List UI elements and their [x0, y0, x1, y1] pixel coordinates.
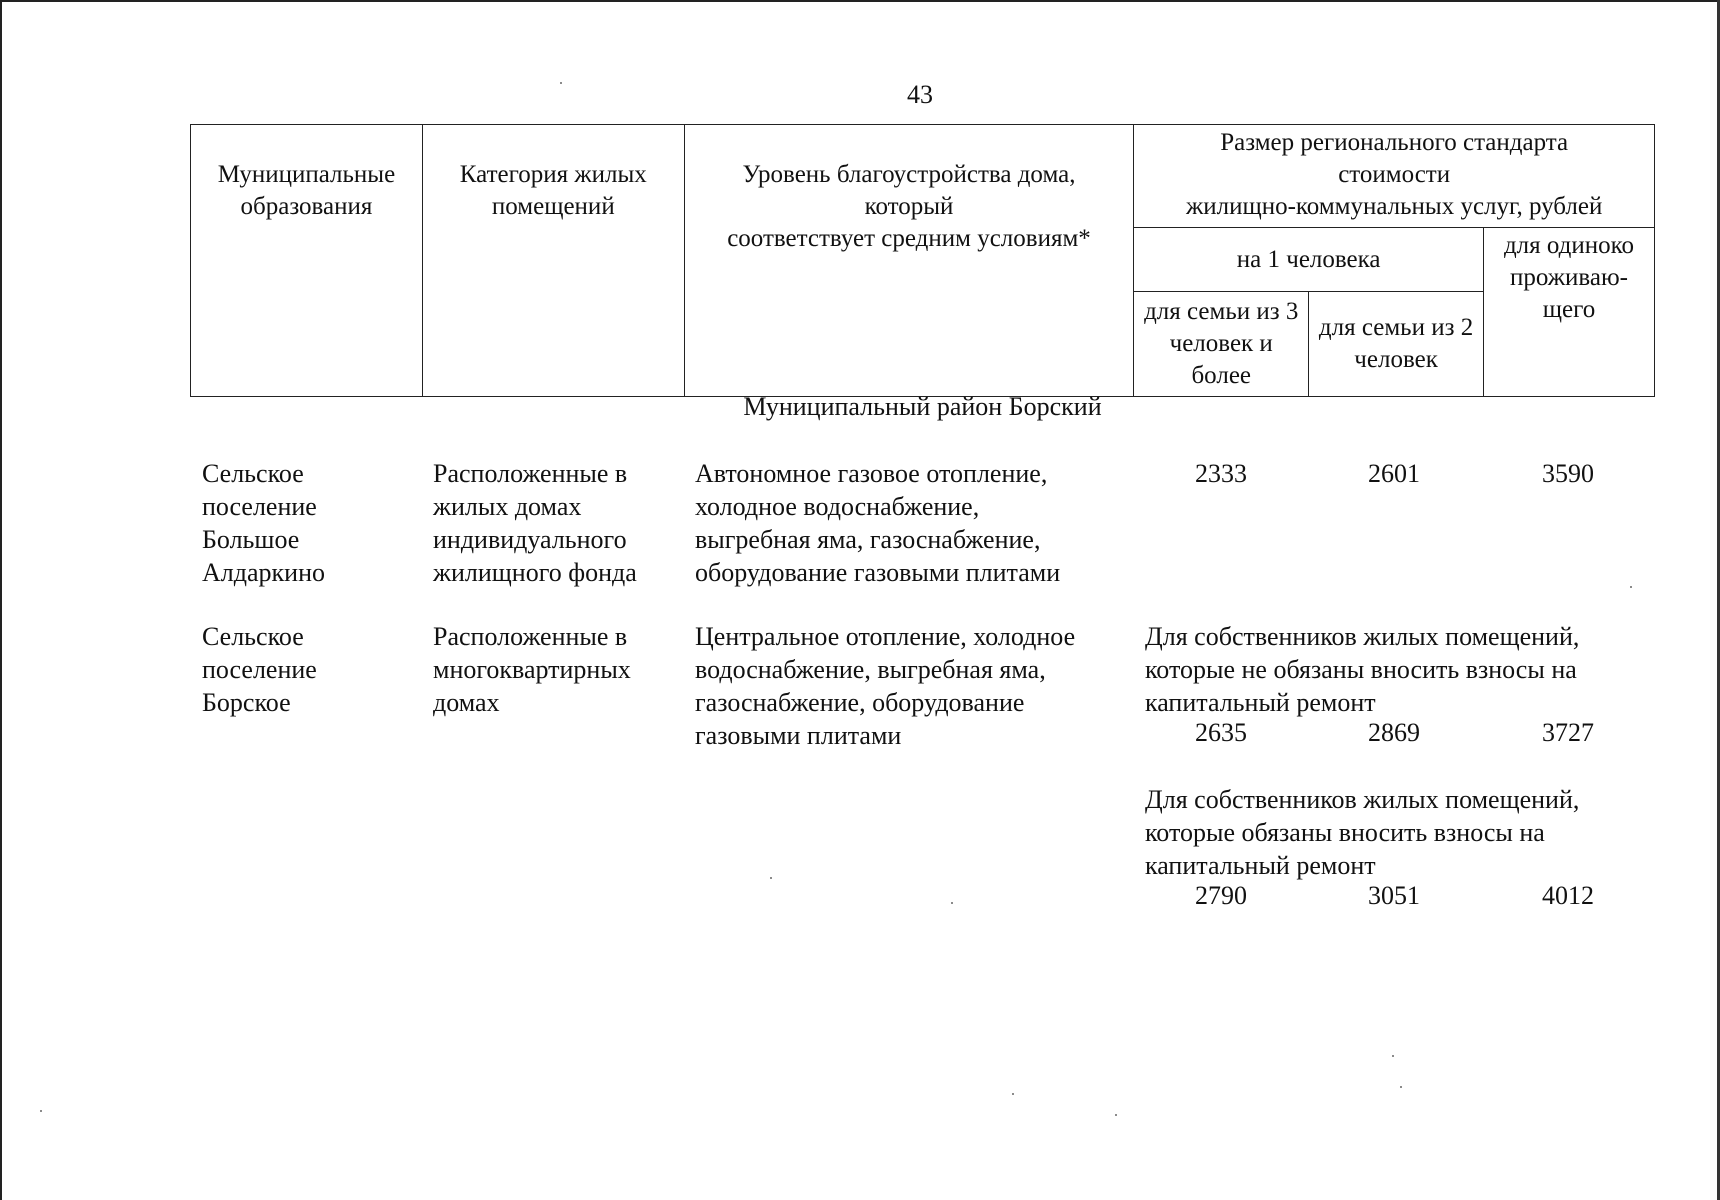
- scan-speck: [1400, 1086, 1402, 1088]
- row2-group2-note: Для собственников жилых помещений, которые обязаны вносить взносы на капитальный ремонт: [1145, 785, 1580, 880]
- row2-group1-family3: 2635: [1195, 718, 1247, 747]
- row2-group1-family2: 2869: [1368, 718, 1420, 747]
- header-category-label: Категория жилых помещений: [459, 161, 647, 220]
- header-single-label: для одиноко проживаю-щего: [1503, 232, 1635, 323]
- header-category: [422, 125, 684, 397]
- row2-level: Центральное отопление, холодное водоснабжение, выгребная яма, газоснабжение, оборудование газовыми плитами: [695, 622, 1076, 750]
- header-municipal-label: Муниципальные образования: [217, 161, 396, 220]
- scan-speck: [770, 877, 772, 879]
- header-level: [684, 125, 1134, 397]
- section-title: Муниципальный район Борский: [743, 392, 1102, 421]
- header-level-label-2: соответствует средним условиям*: [727, 225, 1091, 252]
- row2-group1-single: 3727: [1542, 718, 1594, 747]
- header-size: [1134, 125, 1655, 228]
- row2-municipality: Сельское поселение Борское: [202, 622, 317, 717]
- scan-border-left: [0, 0, 2, 1200]
- row2-group2-single: 4012: [1542, 881, 1594, 910]
- header-size-label-1: Размер регионального стандарта стоимости: [1220, 129, 1569, 188]
- header-family3-label: для семьи из 3 человек и более: [1144, 298, 1299, 389]
- row1-municipality: Сельское поселение Большое Алдаркино: [202, 459, 325, 587]
- row2-group2-family3: 2790: [1195, 881, 1247, 910]
- header-per-person: [1134, 228, 1484, 292]
- table-header: [190, 124, 1655, 397]
- header-per-person-label: на 1 человека: [1236, 245, 1381, 273]
- row1-family3: 2333: [1195, 459, 1247, 488]
- scan-border-top: [0, 0, 1720, 2]
- header-family2: [1309, 292, 1484, 397]
- row2-group1-note: Для собственников жилых помещений, которые не обязаны вносить взносы на капитальный ремонт: [1145, 622, 1580, 717]
- scan-speck: [951, 902, 953, 904]
- scan-speck: [1115, 1114, 1117, 1116]
- scan-speck: [1630, 586, 1632, 588]
- row1-level: Автономное газовое отопление, холодное водоснабжение, выгребная яма, газоснабжение, оборудование газовыми плитами: [695, 459, 1061, 587]
- row1-category: Расположенные в жилых домах индивидуального жилищного фонда: [433, 459, 637, 587]
- header-level-label-1: Уровень благоустройства дома, который: [742, 161, 1076, 220]
- header-size-label-2: жилищно-коммунальных услуг, рублей: [1185, 193, 1603, 220]
- header-family2-label: для семьи из 2 человек: [1318, 314, 1474, 373]
- row2-category: Расположенные в многоквартирных домах: [433, 622, 631, 717]
- row2-group2-family2: 3051: [1368, 881, 1420, 910]
- scan-speck: [1012, 1093, 1014, 1095]
- page-number: 43: [907, 80, 933, 109]
- header-single: [1484, 228, 1655, 397]
- header-municipal: [191, 125, 423, 397]
- scan-speck: [40, 1110, 42, 1112]
- scan-speck: [560, 82, 562, 84]
- header-family3: [1134, 292, 1309, 397]
- row1-family2: 2601: [1368, 459, 1420, 488]
- scan-speck: [1392, 1055, 1394, 1057]
- row1-single: 3590: [1542, 459, 1594, 488]
